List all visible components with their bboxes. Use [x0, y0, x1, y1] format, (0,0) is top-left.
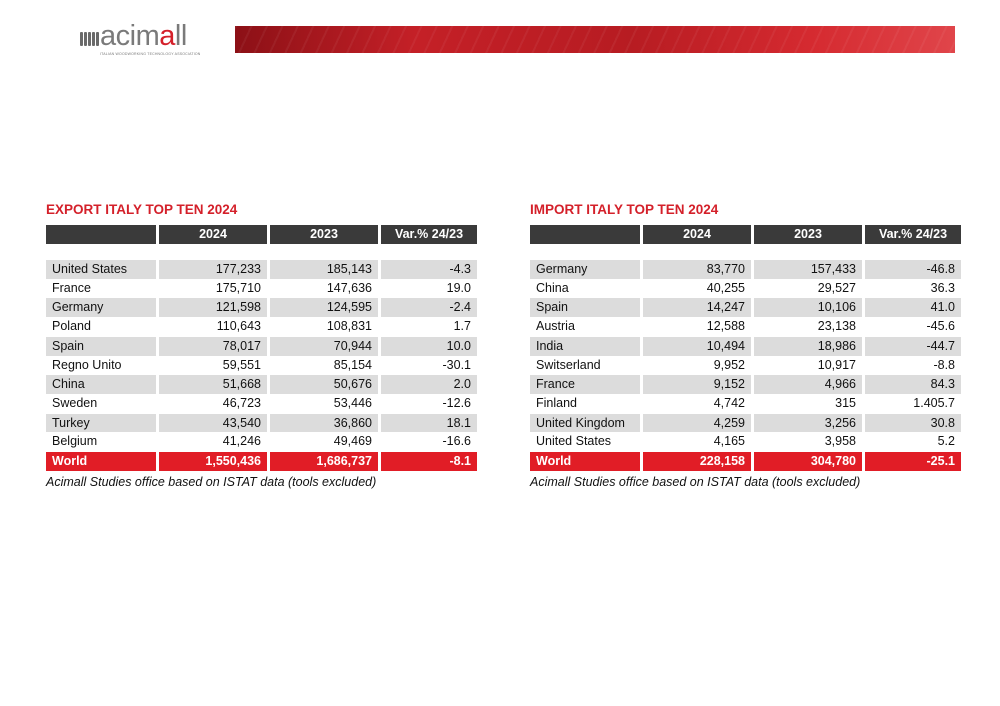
import-source-note: Acimall Studies office based on ISTAT data (tools excluded)	[530, 474, 861, 489]
export-country-cell: France	[46, 279, 156, 299]
export-value-2023-cell: 185,143	[270, 260, 378, 279]
table-row	[46, 432, 477, 452]
export-value-2024-cell: 177,233	[159, 260, 267, 279]
table-row	[530, 279, 961, 299]
import-value-2023-cell: 10,106	[754, 298, 862, 317]
table-row	[46, 375, 477, 394]
export-spacer-row	[46, 244, 477, 260]
export-panel	[46, 201, 480, 489]
import-value-2023-cell: 3,256	[754, 414, 862, 433]
import-country-cell: Finland	[530, 394, 640, 414]
export-value-2024-cell: 43,540	[159, 414, 267, 433]
import-header-row	[530, 225, 961, 244]
export-header-2024: 2024	[159, 225, 267, 244]
import-value-2024-cell: 4,165	[643, 432, 751, 452]
import-table	[527, 225, 964, 471]
export-value-2023-cell: 53,446	[270, 394, 378, 414]
table-row	[46, 356, 477, 376]
import-country-cell: India	[530, 337, 640, 356]
import-value-2023-cell: 315	[754, 394, 862, 414]
import-value-2023-cell: 10,917	[754, 356, 862, 376]
import-header-2023: 2023	[754, 225, 862, 244]
import-variation-cell: 5.2	[865, 432, 961, 452]
import-value-2024-cell: 14,247	[643, 298, 751, 317]
import-variation-cell: 36.3	[865, 279, 961, 299]
table-row	[530, 317, 961, 337]
table-row	[530, 356, 961, 376]
import-variation-cell: -45.6	[865, 317, 961, 337]
export-variation-cell: 10.0	[381, 337, 477, 356]
export-country-cell: Germany	[46, 298, 156, 317]
export-value-2024-cell: 59,551	[159, 356, 267, 376]
table-row	[530, 298, 961, 317]
import-total-value-2023-cell: 304,780	[754, 452, 862, 471]
import-value-2023-cell: 157,433	[754, 260, 862, 279]
import-value-2023-cell: 23,138	[754, 317, 862, 337]
table-row	[530, 432, 961, 452]
header-banner	[235, 26, 955, 53]
export-value-2023-cell: 36,860	[270, 414, 378, 433]
export-country-cell: Spain	[46, 337, 156, 356]
export-country-cell: Belgium	[46, 432, 156, 452]
export-value-2024-cell: 175,710	[159, 279, 267, 299]
table-row	[530, 337, 961, 356]
export-header-2023: 2023	[270, 225, 378, 244]
import-value-2024-cell: 83,770	[643, 260, 751, 279]
import-variation-cell: 1.405.7	[865, 394, 961, 414]
table-row	[46, 279, 477, 299]
export-source-note: Acimall Studies office based on ISTAT data (tools excluded)	[46, 474, 377, 489]
export-value-2023-cell: 70,944	[270, 337, 378, 356]
table-row	[46, 317, 477, 337]
export-value-2023-cell: 50,676	[270, 375, 378, 394]
table-row	[530, 394, 961, 414]
import-value-2024-cell: 40,255	[643, 279, 751, 299]
acimall-logo	[80, 20, 210, 56]
import-value-2024-cell: 9,952	[643, 356, 751, 376]
import-total-row	[530, 452, 961, 471]
export-country-cell: China	[46, 375, 156, 394]
export-variation-cell: 18.1	[381, 414, 477, 433]
import-header-2024: 2024	[643, 225, 751, 244]
import-value-2024-cell: 4,742	[643, 394, 751, 414]
import-country-cell: Germany	[530, 260, 640, 279]
logo-mark-icon	[80, 32, 100, 46]
import-value-2024-cell: 12,588	[643, 317, 751, 337]
export-value-2024-cell: 121,598	[159, 298, 267, 317]
table-row	[46, 337, 477, 356]
export-variation-cell: -16.6	[381, 432, 477, 452]
export-value-2024-cell: 78,017	[159, 337, 267, 356]
import-value-2023-cell: 29,527	[754, 279, 862, 299]
import-header-country	[530, 225, 640, 244]
logo-wordmark: acimall	[100, 20, 187, 52]
import-country-cell: Austria	[530, 317, 640, 337]
import-value-2023-cell: 3,958	[754, 432, 862, 452]
import-variation-cell: 41.0	[865, 298, 961, 317]
import-variation-cell: 84.3	[865, 375, 961, 394]
export-variation-cell: 1.7	[381, 317, 477, 337]
export-variation-cell: 2.0	[381, 375, 477, 394]
export-table-body	[46, 244, 477, 471]
export-total-row	[46, 452, 477, 471]
table-row	[46, 414, 477, 433]
export-value-2023-cell: 147,636	[270, 279, 378, 299]
import-variation-cell: -44.7	[865, 337, 961, 356]
table-row	[46, 260, 477, 279]
export-country-cell: United States	[46, 260, 156, 279]
export-variation-cell: -4.3	[381, 260, 477, 279]
import-header-var: Var.% 24/23	[865, 225, 961, 244]
export-header-country	[46, 225, 156, 244]
table-row	[530, 414, 961, 433]
export-header-row	[46, 225, 477, 244]
export-value-2024-cell: 41,246	[159, 432, 267, 452]
export-country-cell: Sweden	[46, 394, 156, 414]
import-total-country-cell: World	[530, 452, 640, 471]
export-country-cell: Poland	[46, 317, 156, 337]
table-row	[46, 298, 477, 317]
export-total-country-cell: World	[46, 452, 156, 471]
export-country-cell: Regno Unito	[46, 356, 156, 376]
export-table	[43, 225, 480, 471]
export-total-variation-cell: -8.1	[381, 452, 477, 471]
logo-tagline: ITALIAN WOODWORKING TECHNOLOGY ASSOCIATION	[100, 52, 201, 56]
import-country-cell: Spain	[530, 298, 640, 317]
export-country-cell: Turkey	[46, 414, 156, 433]
export-value-2023-cell: 108,831	[270, 317, 378, 337]
import-table-body	[530, 244, 961, 471]
import-country-cell: Switserland	[530, 356, 640, 376]
export-value-2024-cell: 110,643	[159, 317, 267, 337]
import-value-2024-cell: 10,494	[643, 337, 751, 356]
table-row	[530, 260, 961, 279]
export-variation-cell: 19.0	[381, 279, 477, 299]
export-variation-cell: -30.1	[381, 356, 477, 376]
export-value-2023-cell: 49,469	[270, 432, 378, 452]
export-variation-cell: -12.6	[381, 394, 477, 414]
import-variation-cell: 30.8	[865, 414, 961, 433]
import-country-cell: United States	[530, 432, 640, 452]
import-country-cell: United Kingdom	[530, 414, 640, 433]
import-variation-cell: -46.8	[865, 260, 961, 279]
export-total-value-2024-cell: 1,550,436	[159, 452, 267, 471]
export-title: EXPORT ITALY TOP TEN 2024	[46, 202, 238, 217]
export-value-2024-cell: 46,723	[159, 394, 267, 414]
import-total-variation-cell: -25.1	[865, 452, 961, 471]
export-value-2024-cell: 51,668	[159, 375, 267, 394]
table-row	[46, 394, 477, 414]
export-total-value-2023-cell: 1,686,737	[270, 452, 378, 471]
table-row	[530, 375, 961, 394]
import-value-2023-cell: 4,966	[754, 375, 862, 394]
export-variation-cell: -2.4	[381, 298, 477, 317]
export-value-2023-cell: 124,595	[270, 298, 378, 317]
import-panel	[530, 201, 964, 489]
export-value-2023-cell: 85,154	[270, 356, 378, 376]
export-header-var: Var.% 24/23	[381, 225, 477, 244]
import-spacer-row	[530, 244, 961, 260]
import-country-cell: China	[530, 279, 640, 299]
import-value-2024-cell: 4,259	[643, 414, 751, 433]
import-value-2023-cell: 18,986	[754, 337, 862, 356]
import-value-2024-cell: 9,152	[643, 375, 751, 394]
import-total-value-2024-cell: 228,158	[643, 452, 751, 471]
import-variation-cell: -8.8	[865, 356, 961, 376]
import-title: IMPORT ITALY TOP TEN 2024	[530, 202, 719, 217]
import-country-cell: France	[530, 375, 640, 394]
